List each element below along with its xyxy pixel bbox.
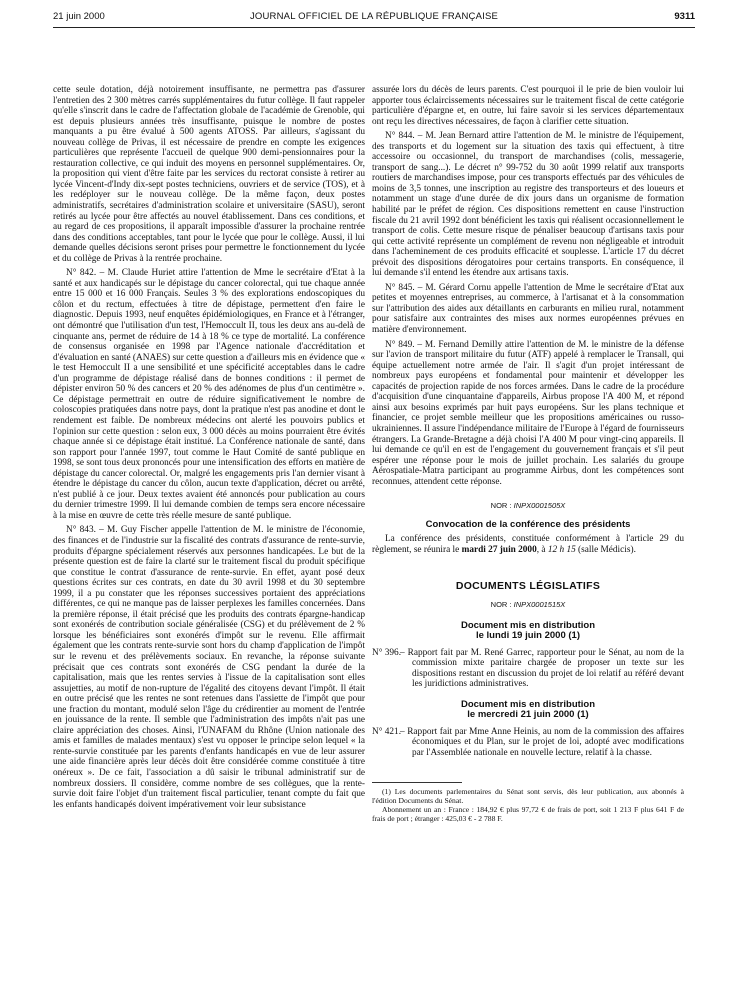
question-845-paragraph: N° 845. – M. Gérard Cornu appelle l'attention de Mme le secrétaire d'Etat aux petites et moyennes entreprises, au commerce, à l'artisanat et à la consommation sur l'attribution des aides aux détaillants en carburants en milieu rural, notamment pour satisfaire aux contraintes des mises aux normes européennes prévues en matière d'environnement. <box>372 282 684 336</box>
nor-label: NOR : <box>490 501 512 511</box>
convocation-text-b: , à <box>536 544 548 555</box>
question-843-paragraph: N° 843. – M. Guy Fischer appelle l'attention de M. le ministre de l'économie, des finances et de l'industrie sur la fiscalité des contrats d'assurance de rente-survie, produits d'épargne spécialement réservés aux personnes handicapées. Le but de la présente question est de faire la clarté sur le traitement fiscal du produit spécifique que constitue le contrat d'assurance de rente-survie. En effet, ayant posé deux questions écrites sur ces contrats, en date du 30 avril 1998 et du 30 septembre 1999, il a pu constater que les réponses successives portaient des appréciations différentes, ce qui ne manque pas de laisser perplexes les familles concernées. Dans la première réponse, il était précisé que les produits des contrats épargne-handicap sont exonérés de contribution sociale généralisée (CSG) et du prélèvement de 2 % lorsque les bénéficiaires sont exonérés d'impôt sur le revenu. Elle affirmait également que les contrats rente-survie sont hors du champ d'application de l'impôt sur le revenu et des prélèvements sociaux. En revanche, la réponse suivante précisait que ces contrats sont exonérés de CSG pendant la durée de la capitalisation, mais que les rentes servies à l'issue de la capitalisation sont elles assujetties, au motif de non-rupture de l'égalité des citoyens devant l'impôt. Il était en outre précisé que les rentes ne sont retenues dans l'assiette de l'impôt que pour une fraction du montant, modulé selon l'âge du crédirentier au moment de l'entrée en jouissance de la rente. Il semble que l'administration des impôts n'ait pas une claire appréciation des choses. Ainsi, l'UNAFAM du Rhône (Union nationale des amis et familles de malades mentaux) s'est vu opposer le principe selon lequel « la rente-survie constituée par les parents d'enfants handicapés en vue de leur assurer une aide financière après leur décès doit être considérée comme constituée à titre onéreux ». De ce fait, l'association a dû saisir le tribunal administratif sur de nombreux dossiers. Il considère, comme nombre de ses collègues, que la rente-survie doit faire l'objet d'un traitement fiscal particulier, tenant compte du fait que les enfants handicapés doivent impérativement voir leur subsistance <box>53 525 365 810</box>
document-heading-date: le lundi 19 juin 2000 (1) <box>475 630 580 642</box>
document-description: – Rapport fait par Mme Anne Heinis, au nom de la commission des affaires économiques et du Plan, sur le projet de loi, adopté avec modifications par l'Assemblée nationale en nouvelle lecture, relatif à la chasse. <box>400 726 684 758</box>
document-heading-date: le mercredi 21 juin 2000 (1) <box>467 709 589 721</box>
convocation-date: mardi 27 juin 2000 <box>461 544 537 555</box>
document-item-396 <box>372 648 684 690</box>
document-item-421 <box>372 727 684 759</box>
footnotes <box>372 787 684 823</box>
document-heading-1 <box>372 621 684 642</box>
nor-reference-2 <box>372 600 684 611</box>
question-844-paragraph: N° 844. – M. Jean Bernard attire l'attention de M. le ministre de l'équipement, des transports et du logement sur la situation des taxis qui effectuent, à titre accessoire ou occasionnel, du transport de marchandises (colis, messagerie, transport de sang...). Le décret n° 99-752 du 30 août 1999 relatif aux transports routiers de marchandises impose, pour ces transports effectués par des véhicules de moins de 3,5 tonnes, une inscription au registre des transporteurs et des loueurs et notamment un stage d'une durée de dix jours dans un organisme de formation habilité par le préfet de région. Ces dispositions remettent en cause l'instruction fiscale du 21 avril 1992 dont bénéficient les taxis qui réalisent occasionnellement le transport de colis. Cette mesure risque de pénaliser beaucoup d'artisans taxis pour qui cette activité représente un complément de revenu non négligeable et introduit dans l'acheminement de ces produits efficacité et souplesse. L'article 17 du décret prévoit des dispositions dérogatoires pour certains transports. En conséquence, il lui demande s'il entend les étendre aux artisans taxis. <box>372 131 684 279</box>
document-description: – Rapport fait par M. René Garrec, rapporteur pour le Sénat, au nom de la commission mixte paritaire chargée de proposer un texte sur les dispositions restant en discussion du projet de loi relatif au référé devant les juridictions administratives. <box>400 647 684 690</box>
document-heading-line: Document mis en distribution <box>460 619 596 631</box>
document-number: N° 421. <box>372 726 402 737</box>
nor-code: INPX0001505X <box>513 501 566 511</box>
header-rule <box>53 27 695 28</box>
convocation-title: Convocation de la conférence des présidents <box>425 518 631 530</box>
question-849-paragraph: N° 849. – M. Fernand Demilly attire l'attention de M. le ministre de la défense sur l'avion de transport militaire du futur (ATF) appelé à remplacer le Transall, qui équipe actuellement notre armée de l'air. Il s'agit d'un projet intéressant de nombreux pays européens et fondamental pour maintenir et développer les capacités de projection rapide de nos forces armées. Dans le cadre de la procédure d'acquisition d'une cinquantaine d'appareils, Airbus propose l'A 400 M, et répond ainsi aux besoins exprimés par huit pays européens. Sur les plans technique et financier, ce projet semble meilleur que les propositions américaines ou russo-ukrainiennes. Il assure l'indépendance militaire de l'Europe à l'égard de fournisseurs étrangers. La Grande-Bretagne a déjà choisi l'A 400 M pour vingt-cinq appareils. Il lui demande ce qu'il en est de l'engagement du gouvernement français et s'il peut espérer une réponse pour le mois de juillet prochain. Les salariés du groupe Aérospatiale-Matra participant au programme Airbus, dont les compétences sont reconnues, attendent cette réponse. <box>372 339 684 487</box>
question-continuation-paragraph: cette seule dotation, déjà notoirement insuffisante, ne permettra pas d'assurer l'entretien des 2 300 mètres carrés supplémentaires du futur collège. Il faut rappeler qu'elle s'inscrit dans le cadre de l'affectation globale de l'académie de Grenoble, qui est depuis plusieurs années très insuffisante, puisque le nombre de postes manquants a pu être évalué à 500 agents ATOSS. Par ailleurs, s'agissant du nouveau collège de Privas, il est nécessaire de prendre en compte les exigences particulières que représente l'accueil de quelque 900 demi-pensionnaires pour la restauration collective, ce qui induit des moyens en personnel supplémentaires. Or, la proposition qui vient d'être faite par les services du rectorat consiste à retirer au lycée Vincent-d'Indy dix-sept postes techniciens, ouvriers et de service (TOS), et à les redéployer sur le nouveau collège. De la même façon, deux postes administratifs, secrétaires d'administration scolaire et universitaire (SASU), seront retirés au lycée pour être affectés au nouvel établissement. Dans ces conditions, et au regard de ces propositions, il apparaît impossible d'assurer la prochaine rentrée dans des conditions acceptables, tant pour le lycée que pour le collège. Aussi, il lui demande quelles décisions seront prises pour permettre le fonctionnement du lycée et du collège de Privas à la rentrée prochaine. <box>53 85 365 264</box>
documents-legislatifs-title: DOCUMENTS LÉGISLATIFS <box>455 580 601 593</box>
footnote-documents: (1) Les documents parlementaires du Sénat sont servis, dès leur publication, aux abonnés à l'édition Documents du Sénat. <box>372 787 684 806</box>
nor-code: INPX0001515X <box>513 599 566 609</box>
footnote-subscription: Abonnement un an : France : 184,92 € plus 97,72 € de frais de port, soit 1 213 F plus 641 F de frais de port ; étranger : 425,03 € - 2 788 F. <box>372 805 684 824</box>
nor-reference-1 <box>372 501 684 512</box>
left-column <box>53 85 365 810</box>
page-header <box>53 11 695 25</box>
convocation-text-c: (salle Médicis). <box>575 544 636 555</box>
header-date: 21 juin 2000 <box>53 11 105 22</box>
nor-label: NOR : <box>490 599 512 609</box>
document-number: N° 396. <box>372 647 402 658</box>
document-heading-line: Document mis en distribution <box>460 698 596 710</box>
right-column <box>372 85 684 823</box>
footnote-rule <box>372 782 462 783</box>
question-842-paragraph: N° 842. – M. Claude Huriet attire l'attention de Mme le secrétaire d'Etat à la santé et aux handicapés sur le dépistage du cancer colorectal, qui tue chaque année entre 15 000 et 16 000 Français. Seules 3 % des explorations endoscopiques du côlon et du rectum, effectuées à titre de dépistage, permettent d'en faire le diagnostic. Depuis 1993, neuf enquêtes épidémiologiques, en France et à l'étranger, ont démontré que l'utilisation d'un test, l'Hemoccult II, tous les deux ans au-delà de cinquante ans, permet de réduire de 14 à 18 % ce type de mortalité. La conférence de consensus organisée en 1998 par l'Agence nationale d'accréditation et d'évaluation en santé (ANAES) sur cette question a d'ailleurs mis en évidence que « le test Hemoccult II a une sensibilité et une spécificité acceptables dans le cadre d'un programme de dépistage réalisé dans de bonnes conditions : il permet de dépister environ 50 % des cancers et 20 % des adénomes de plus d'un centimètre ». Ce dépistage permettrait en outre de réduire significativement le nombre de coloscopies pratiquées dans notre pays, dont la pratique n'est pas anodine et dont le rendement est faible. De nombreux médecins ont alerté les pouvoirs publics et l'opinion sur cette question : selon eux, 3 000 décès au moins pourraient être évités chaque année si ce dépistage était institué. La Conférence nationale de santé, dans son rapport pour l'année 1997, tout comme le Haut Comité de santé publique en 1998, se sont tous deux prononcés pour une intensification des efforts en matière de dépistage du cancer colorectal. Or, malgré les engagements pris l'an dernier visant à étendre le dépistage du cancer du côlon, aucun texte d'application, décret ou arrêté, n'est publié à ce jour. Deux textes avaient été annoncés pour publication au cours du dernier trimestre 1999. Il lui demande combien de temps sera encore nécessaire à la mise en œuvre de cette très réelle mesure de santé publique. <box>53 268 365 521</box>
convocation-text-a: La conférence des présidents, constituée conformément à l'article 29 du règlement, se réunira le <box>372 534 684 555</box>
convocation-paragraph <box>372 534 684 555</box>
header-page-number: 9311 <box>674 11 695 22</box>
question-843-continuation-paragraph: assurée lors du décès de leurs parents. C'est pourquoi il le prie de bien vouloir lui apporter tous éclaircissements nécessaires sur le traitement fiscal de cette catégorie particulière d'épargne et, en outre, lui faire savoir si les services départementaux ont reçu les directives nécessaires, de façon à clarifier cette situation. <box>372 85 684 127</box>
document-heading-2 <box>372 700 684 721</box>
header-journal-title: JOURNAL OFFICIEL DE LA RÉPUBLIQUE FRANÇAISE <box>249 11 499 22</box>
convocation-time: 12 h 15 <box>547 544 576 555</box>
